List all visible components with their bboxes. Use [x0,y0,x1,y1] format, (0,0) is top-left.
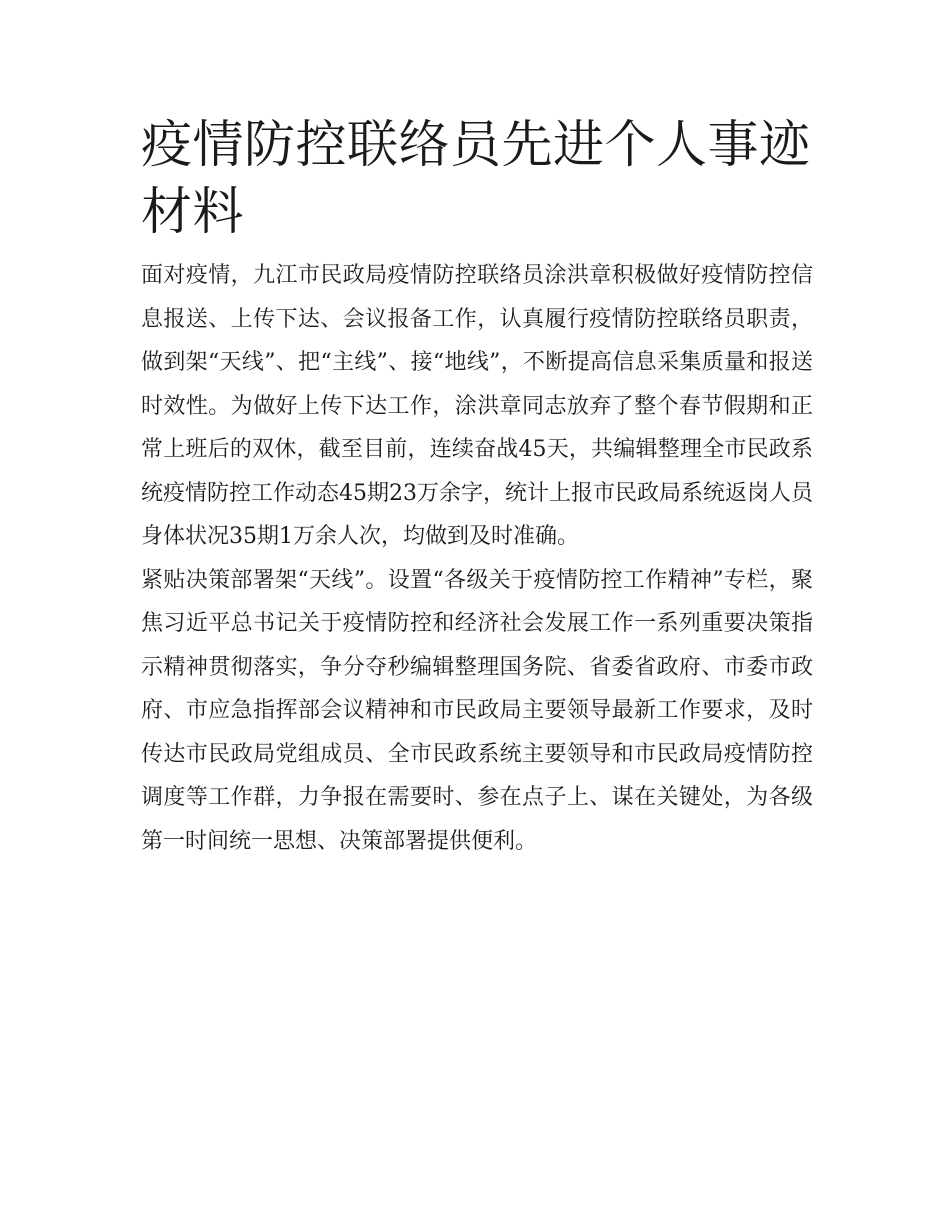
document-title: 疫情防控联络员先进个人事迹材料 [141,116,811,242]
paragraph-2: 紧贴决策部署架“天线”。设置“各级关于疫情防控工作精神”专栏，聚焦习近平总书记关于疫情防控和经济社会发展工作一系列重要决策指示精神贯彻落实，争分夺秒编辑整理国务院、省委省政府、市委市政府、市应急指挥部会议精神和市民政局主要领导最新工作要求，及时传达市民政局党组成员、全市民政系统主要领导和市民政局疫情防控调度等工作群，力争报在需要时、参在点子上、谋在关键处，为各级第一时间统一思想、决策部署提供便利。 [141,567,813,854]
paragraph-1: 面对疫情，九江市民政局疫情防控联络员涂洪章积极做好疫情防控信息报送、上传下达、会议报备工作，认真履行疫情防控联络员职责，做到架“天线”、把“主线”、接“地线”，不断提高信息采集质量和报送时效性。为做好上传下达工作，涂洪章同志放弃了整个春节假期和正常上班后的双休，截至目前，连续奋战45天，共编辑整理全市民政系统疫情防控工作动态45期23万余字，统计上报市民政局系统返岗人员身体状况35期1万余人次，均做到及时准确。 [141,263,813,549]
document-body [141,112,813,863]
